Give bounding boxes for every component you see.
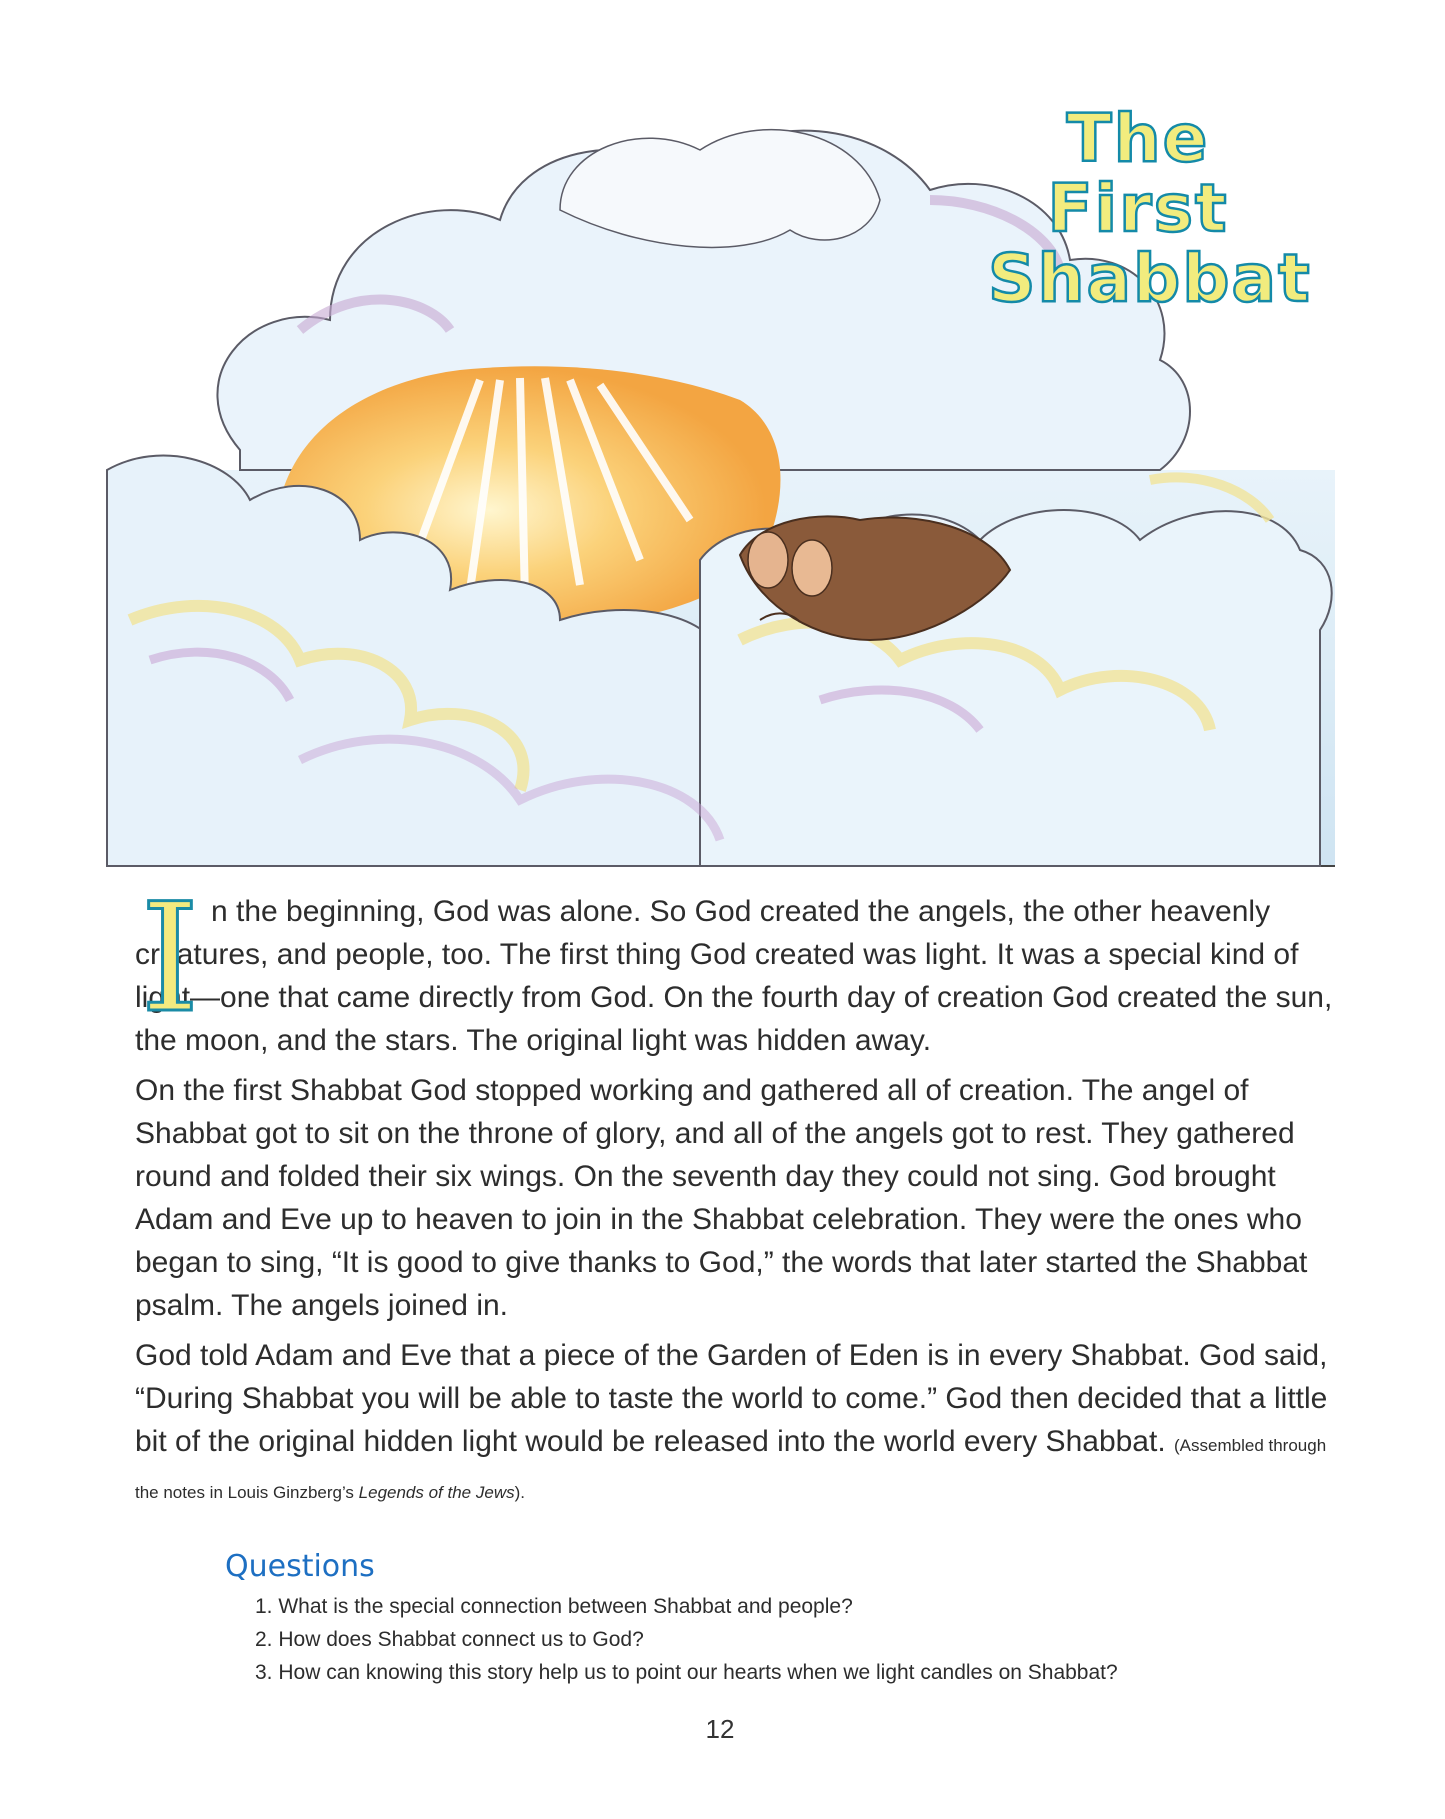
citation-book-title: Legends of the Jews — [358, 1483, 515, 1502]
questions-list — [225, 1590, 1275, 1689]
page-title — [988, 100, 1312, 317]
paragraph-1-text: n the beginning, God was alone. So God created the angels, the other heavenly creatures, and people, too. The first thing God created was light. It was a special kind of light—one that came directly from God. On the fourth day of creation God created the sun, the moon, and the stars. The original light was hidden away. — [135, 895, 1333, 1057]
page-number: 12 — [705, 1714, 735, 1744]
citation-prefix: (Assembled through the notes in Louis Ginzberg’s — [135, 1436, 1327, 1502]
dropcap — [135, 872, 205, 1046]
question-item: 2. How does Shabbat connect us to God? — [255, 1628, 644, 1651]
title-line-2: Shabbat — [988, 240, 1312, 317]
paragraph-1 — [135, 890, 1350, 1062]
paragraph-2: On the first Shabbat God stopped working and gathered all of creation. The angel of Shabbat got to sit on the throne of glory, and all of the angels got to rest. They gathered round and folded their six wings. On the seventh day they could not sing. God brought Adam and Eve up to heaven to join in the Shabbat celebration. They were the ones who began to sing, “It is good to give thanks to God,” the words that later started the Shabbat psalm. The angels joined in. — [135, 1074, 1308, 1322]
question-item: 3. How can knowing this story help us to point our hearts when we light candles on Shabbat? — [255, 1661, 1118, 1684]
paragraph-3 — [135, 1334, 1350, 1514]
paragraph-3-text: God told Adam and Eve that a piece of the Garden of Eden is in every Shabbat. God said, “During Shabbat you will be able to taste the world to come.” God then decided that a little bit of the original hidden light would be released into the world every Shabbat. — [135, 1339, 1328, 1458]
question-item: 1. What is the special connection between Shabbat and people? — [255, 1595, 853, 1618]
story-text — [135, 872, 1350, 1521]
dropcap-letter: I — [140, 872, 200, 1046]
citation-suffix: ). — [514, 1483, 525, 1502]
questions-heading: Questions — [225, 1549, 375, 1584]
title-line-1: The First — [1047, 100, 1229, 247]
questions-section — [225, 1549, 1275, 1689]
